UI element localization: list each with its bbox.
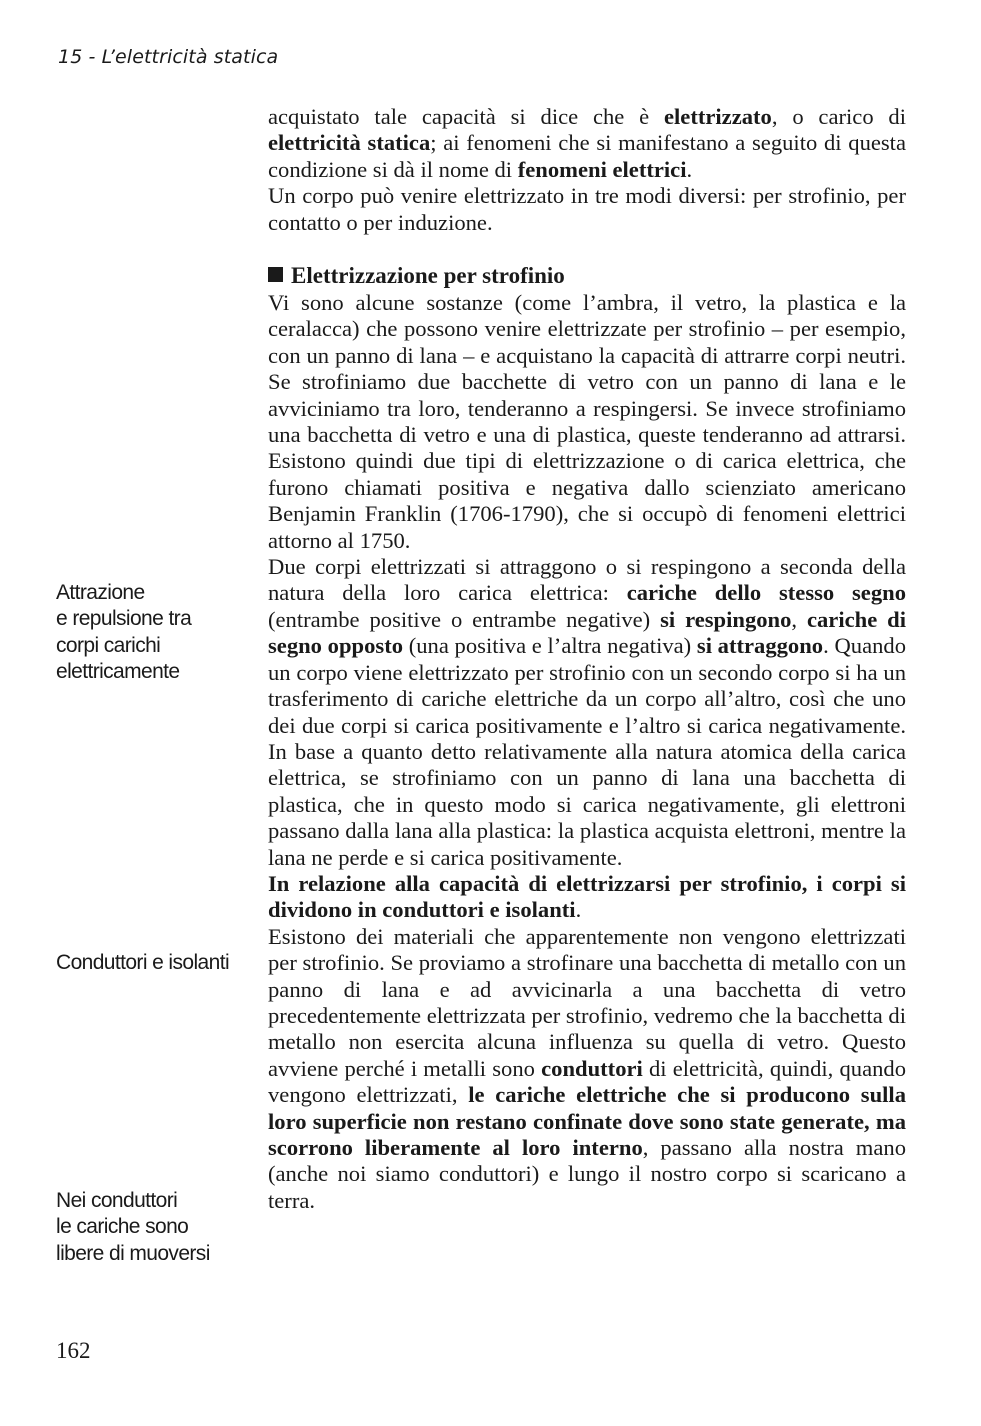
body-paragraph-1: [268, 290, 906, 554]
text-run: Un corpo può venire elettrizzato in tre modi diversi: per strofinio, per contatto o per induzione.: [268, 183, 906, 235]
margin-note-line: corpi carichi: [56, 633, 161, 657]
margin-note-cariche-libere: [56, 1188, 251, 1267]
text-run: Due corpi elettrizzati si attraggono o si respingono a seconda della natura della loro carica elettrica:: [268, 554, 906, 606]
page-number: 162: [56, 1338, 91, 1363]
text-run: , passano alla nostra mano (anche noi siamo conduttori) e lungo il nostro corpo si scaricano a terra.: [268, 1135, 906, 1213]
body-paragraph-4: [268, 924, 906, 1214]
text-run: ,: [791, 606, 807, 632]
intro-paragraph-1: [268, 104, 906, 183]
square-bullet-icon: [268, 267, 283, 282]
margin-note-attrazione: [56, 580, 251, 686]
bold-text-run: si respingono: [660, 606, 792, 632]
section-heading: [268, 262, 906, 290]
intro-block: [268, 104, 906, 236]
body-paragraph-3: [268, 871, 906, 924]
margin-note-line: libere di muoversi: [56, 1241, 210, 1265]
bold-text-run: elettrizzato: [663, 104, 772, 129]
running-head: 15 - L’elettricità statica: [58, 46, 279, 68]
bold-text-run: si attraggono: [696, 633, 824, 659]
margin-note-line: elettricamente: [56, 660, 180, 684]
text-run: , o carico di: [771, 104, 906, 129]
body-paragraph-2: [268, 554, 906, 871]
text-run: .: [686, 156, 693, 182]
margin-note-line: Attrazione: [56, 581, 145, 604]
bold-text-run: cariche di segno opposto: [268, 606, 906, 659]
margin-note-line: Nei conduttori: [56, 1189, 178, 1212]
text-run: acquistato tale capacità si dice che è: [268, 104, 664, 129]
margin-note-conduttori: [56, 950, 251, 976]
text-run: Vi sono alcune sostanze (come l’ambra, il vetro, la plastica e la ceralacca) che possono venire elettrizzate per strofinio – per esempio, con un panno di lana – e acquistano la capacità di attrarre corpi neutri. Se strofiniamo due bacchette di vetro con un panno di lana e le avviciniamo tra loro, tenderanno a respingersi. Se invece strofiniamo una bacchetta di vetro e una di plastica, queste tenderanno ad attrarsi. Esistono quindi due tipi di elettrizzazione o di carica elettrica, che furono chiamati positiva e negativa dallo scienziato americano Benjamin Franklin (1706-1790), che si occupò di fenomeni elettrici attorno al 1750.: [268, 290, 906, 553]
intro-paragraph-2: [268, 183, 906, 236]
bold-text-run: elettricità statica: [268, 130, 431, 156]
margin-note-line: e repulsione tra: [56, 607, 192, 631]
text-run: Esistono dei materiali che apparentemente non vengono elettrizzati per strofinio. Se proviamo a strofinare una bacchetta di metallo con un panno di lana e ad avvicinarla a una bacchetta di vetro precedentemente elettrizzata per strofinio, vedremo che la bacchetta di metallo non esercita alcuna influenza su quella di vetro. Questo avviene perché i metalli sono: [268, 923, 906, 1081]
text-run: . Quando un corpo viene elettrizzato per strofinio con un secondo corpo si ha un trasferimento di cariche elettriche da un corpo all’altro, così che uno dei due corpi si carica positivamente e l’altro si carica negativamente. In base a quanto detto relativamente alla natura atomica della carica elettrica, se strofiniamo con un panno di lana una bacchetta di plastica, che in questo modo si carica negativamente, gli elettroni passano dalla lana alla plastica: la plastica acquista elettroni, mentre la lana ne perde e si carica positivamente.: [268, 633, 906, 870]
text-run: (entrambe positive o entrambe negative): [268, 606, 661, 632]
text-run: (una positiva e l’altra negativa): [403, 633, 697, 659]
margin-note-line: Conduttori e isolanti: [56, 951, 230, 974]
text-run: .: [575, 897, 582, 923]
text-run: ; ai fenomeni che si manifestano a seguito di questa condizione si dà il nome di: [268, 130, 906, 182]
bold-text-run: conduttori: [541, 1055, 643, 1081]
margin-note-line: le cariche sono: [56, 1215, 189, 1239]
bold-text-run: In relazione alla capacità di elettrizzarsi per strofinio, i corpi si dividono in conduttori e isolanti: [268, 870, 906, 923]
bold-text-run: fenomeni elettrici: [517, 156, 687, 182]
bold-text-run: cariche dello stesso segno: [626, 580, 906, 606]
text-run: di elettricità, quindi, quando vengono elettrizzati,: [268, 1055, 906, 1108]
section-heading-text: Elettrizzazione per strofinio: [291, 263, 565, 288]
bold-text-run: le cariche elettriche che si producono sulla loro superficie non restano confinate dove sono state generate, ma scorrono liberamente al loro interno: [268, 1082, 906, 1160]
section-body: [268, 290, 906, 1214]
